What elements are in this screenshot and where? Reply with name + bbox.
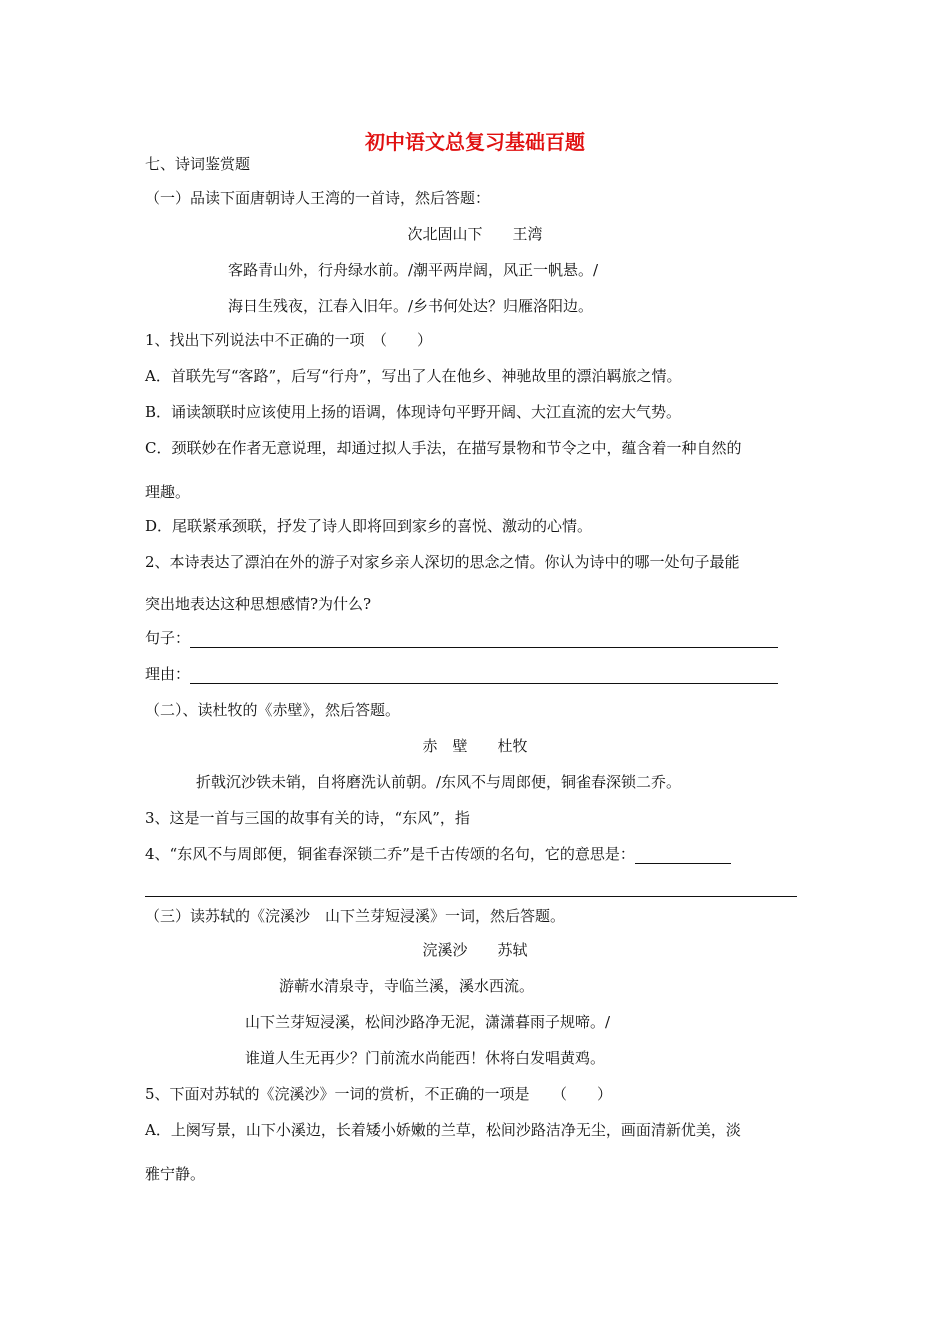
option-b: B．诵读颔联时应该使用上扬的语调，体现诗句平野开阔、大江直流的宏大气势。 bbox=[145, 403, 682, 421]
sentence-answer-blank[interactable] bbox=[190, 630, 778, 648]
question-4: 4、“东风不与周郎便，铜雀春深锁二乔”是千古传颂的名句，它的意思是： bbox=[145, 845, 635, 863]
sentence-label: 句子： bbox=[145, 629, 191, 647]
option-c-continued: 理趣。 bbox=[145, 483, 191, 501]
reason-answer-row bbox=[145, 664, 778, 684]
poem2-title: 赤 壁 杜牧 bbox=[422, 737, 528, 755]
page-title: 初中语文总复习基础百题 bbox=[365, 130, 585, 154]
option-a-q5: A．上阕写景，山下小溪边，长着矮小娇嫩的兰草，松间沙路洁净无尘，画面清新优美，淡 bbox=[145, 1121, 741, 1139]
section-heading: 七、诗词鉴赏题 bbox=[145, 155, 251, 173]
poem2-line: 折戟沉沙铁未销，自将磨洗认前朝。/东风不与周郎便，铜雀春深锁二乔。 bbox=[196, 773, 682, 791]
option-c: C．颈联妙在作者无意说理，却通过拟人手法，在描写景物和节令之中，蕴含着一种自然的 bbox=[145, 439, 742, 457]
poem3-line: 游蕲水清泉寺，寺临兰溪，溪水西流。 bbox=[279, 977, 535, 995]
option-d: D．尾联紧承颈联，抒发了诗人即将回到家乡的喜悦、激动的心情。 bbox=[145, 517, 593, 535]
part1-intro: （一）品读下面唐朝诗人王湾的一首诗，然后答题： bbox=[145, 189, 491, 207]
question-1: 1、找出下列说法中不正确的一项 （ ） bbox=[145, 331, 433, 349]
question-2: 2、本诗表达了漂泊在外的游子对家乡亲人深切的思念之情。你认为诗中的哪一处句子最能 bbox=[145, 553, 740, 571]
sentence-answer-row bbox=[145, 628, 778, 648]
question-2-continued: 突出地表达这种思想感情?为什么? bbox=[145, 595, 372, 613]
question-4-blank[interactable] bbox=[635, 846, 731, 864]
question-3: 3、这是一首与三国的故事有关的诗，“东风”，指 bbox=[145, 809, 470, 827]
poem3-title: 浣溪沙 苏轼 bbox=[422, 941, 528, 959]
poem3-line: 山下兰芽短浸溪，松间沙路净无泥，潇潇暮雨子规啼。/ bbox=[245, 1013, 611, 1031]
question-5: 5、下面对苏轼的《浣溪沙》一词的赏析，不正确的一项是 （ ） bbox=[145, 1085, 613, 1103]
question-4-answer-line[interactable] bbox=[145, 880, 797, 897]
poem3-line: 谁道人生无再少？门前流水尚能西！休将白发唱黄鸡。 bbox=[245, 1049, 606, 1067]
part3-intro: （三）读苏轼的《浣溪沙 山下兰芽短浸溪》一词，然后答题。 bbox=[145, 907, 566, 925]
question-4-row bbox=[145, 844, 731, 864]
reason-answer-blank[interactable] bbox=[190, 666, 778, 684]
reason-label: 理由： bbox=[145, 665, 191, 683]
poem1-title: 次北固山下 王湾 bbox=[407, 225, 543, 243]
part2-intro: （二）、读杜牧的《赤壁》，然后答题。 bbox=[145, 701, 401, 719]
poem1-line: 海日生残夜，江春入旧年。/乡书何处达？归雁洛阳边。 bbox=[228, 297, 594, 315]
poem1-line: 客路青山外，行舟绿水前。/潮平两岸阔，风正一帆悬。/ bbox=[228, 261, 599, 279]
option-a-q5-continued: 雅宁静。 bbox=[145, 1165, 206, 1183]
option-a: A．首联先写“客路”，后写“行舟”，写出了人在他乡、神驰故里的漂泊羁旅之情。 bbox=[145, 367, 682, 385]
